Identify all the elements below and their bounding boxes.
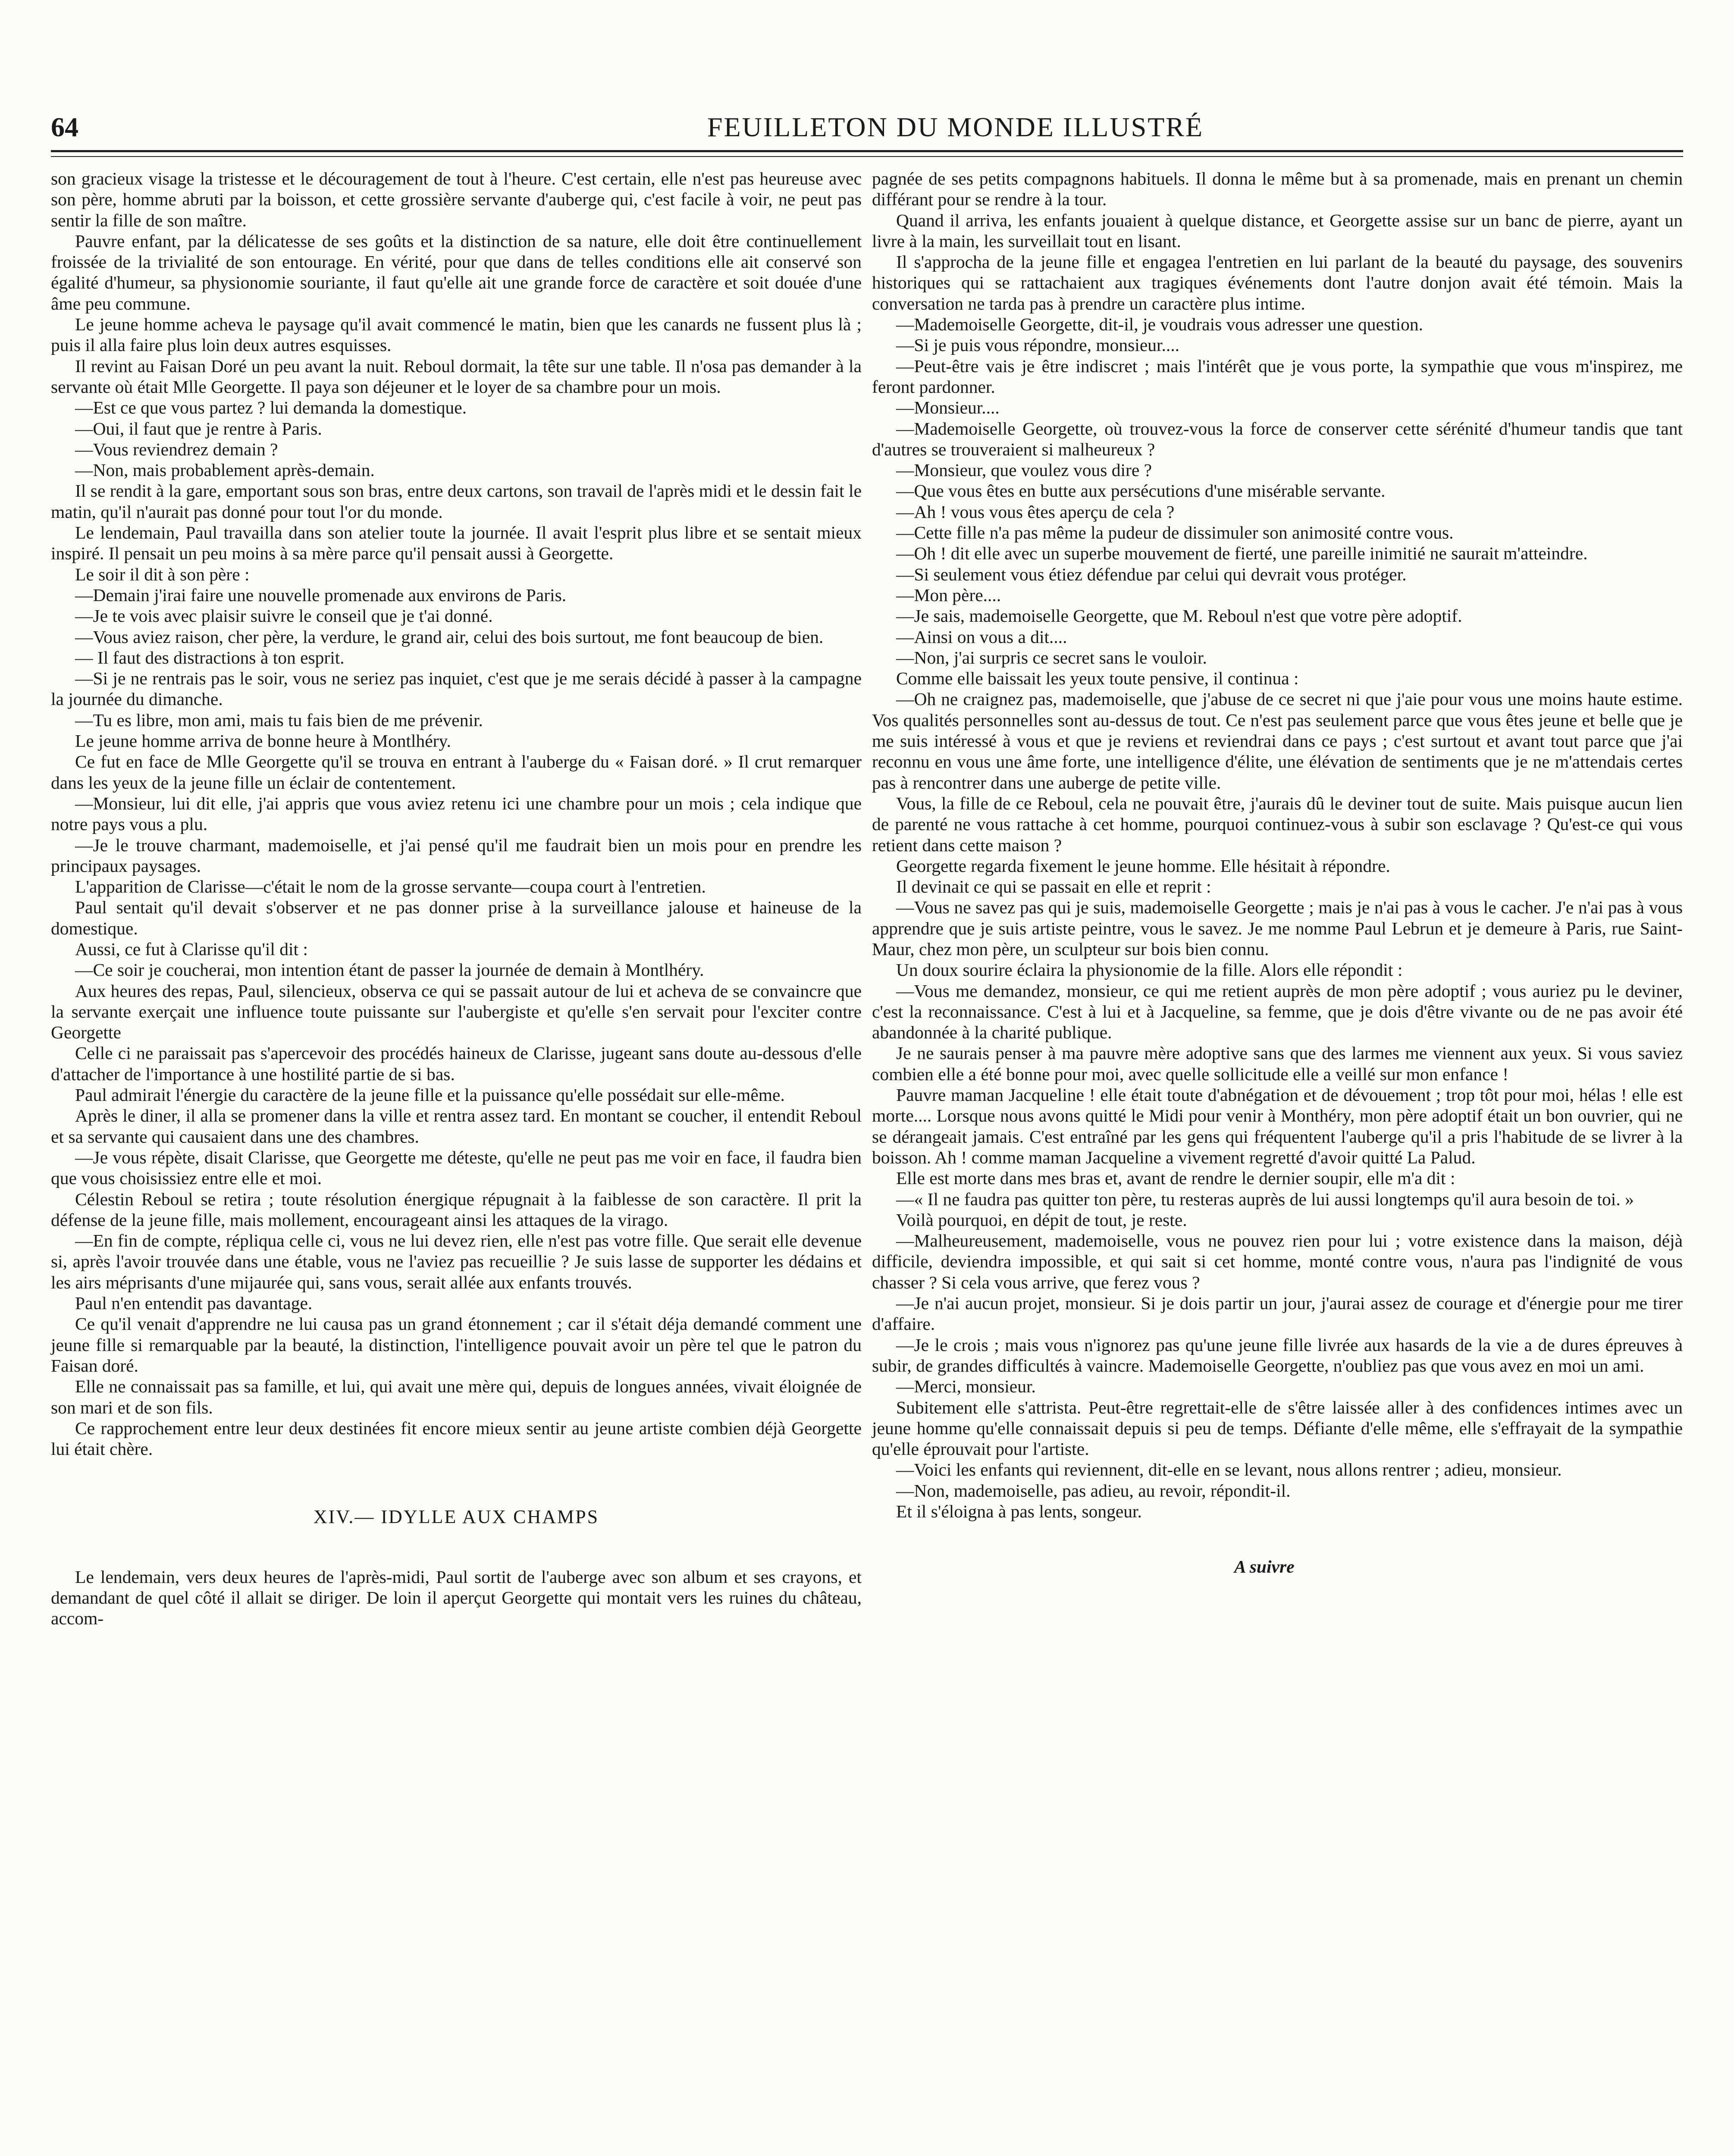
paragraph: Georgette regarda fixement le jeune homme. Elle hésitait à répondre.: [896, 856, 1390, 876]
paragraph: Aussi, ce fut à Clarisse qu'il dit :: [75, 939, 308, 959]
paragraph: —Que vous êtes en butte aux persécutions d'une misérable servante.: [896, 481, 1386, 501]
paragraph: Il revint au Faisan Doré un peu avant la nuit. Reboul dormait, la tête sur une table. Il n'osa pas demander à la servante où était Mlle Georgette. Il paya son déjeuner et le loyer de sa chambre pour un mois.: [51, 356, 862, 397]
paragraph: Ce fut en face de Mlle Georgette qu'il se trouva en entrant à l'auberge du « Faisan doré. » Il crut remarquer dans les yeux de la jeune fille un éclair de contentement.: [51, 752, 862, 793]
paragraph: Et il s'éloigna à pas lents, songeur.: [896, 1501, 1142, 1521]
paragraph: Celle ci ne paraissait pas s'apercevoir des procédés haineux de Clarisse, jugeant sans doute au-dessous d'elle d'attacher de l'importance à une hostilité partie de si bas.: [51, 1043, 862, 1084]
paragraph: Pauvre enfant, par la délicatesse de ses goûts et la distinction de sa nature, elle doit être continuellement froissée de la trivialité de son entourage. En vérité, pour que dans de telles conditions elle ait conservé son égalité d'humeur, sa physionomie souriante, il faut qu'elle ait une grande force de caractère et soit douée d'une âme peu commune.: [51, 231, 862, 313]
paragraph: Il se rendit à la gare, emportant sous son bras, entre deux cartons, son travail de l'après midi et le dessin fait le matin, qu'il n'aurait pas donné pour tout l'or du monde.: [51, 481, 862, 522]
paragraph: — Il faut des distractions à ton esprit.: [75, 647, 345, 667]
paragraph: Le jeune homme acheva le paysage qu'il avait commencé le matin, bien que les canards ne fussent plus là ; puis il alla faire plus loin deux autres esquisses.: [51, 314, 862, 355]
paragraph: —Peut-être vais je être indiscret ; mais l'intérêt que je vous porte, la sympathie que vous m'inspirez, me feront pardonner.: [872, 356, 1683, 397]
paragraph: —Si je ne rentrais pas le soir, vous ne seriez pas inquiet, c'est que je me serais décidé à passer à la campagne la journée du dimanche.: [51, 668, 862, 709]
paragraph: —Oh ! dit elle avec un superbe mouvement de fierté, une pareille inimitié ne saurait m'atteindre.: [896, 543, 1588, 564]
paragraph: Aux heures des repas, Paul, silencieux, observa ce qui se passait autour de lui et acheva de se convaincre que la servante exerçait une influence toute puissante sur l'aubergiste et qu'elle s'en servait pour l'exciter contre Georgette: [51, 981, 862, 1043]
paragraph: —Tu es libre, mon ami, mais tu fais bien de me prévenir.: [75, 710, 483, 730]
paragraph: —Non, j'ai surpris ce secret sans le vouloir.: [896, 647, 1207, 667]
paragraph: Le soir il dit à son père :: [75, 564, 250, 584]
paragraph: Paul sentait qu'il devait s'observer et ne pas donner prise à la surveillance jalouse et haineuse de la domestique.: [51, 897, 862, 938]
paragraph: —Vous me demandez, monsieur, ce qui me retient auprès de mon père adoptif ; vous auriez pu le deviner, c'est la reconnaissance. C'est à lui et à Jacqueline, sa femme, que je dois d'être vivante ou de ne pas avoir été abandonnée à la charité publique.: [872, 981, 1683, 1043]
paragraph: Le jeune homme arriva de bonne heure à Montlhéry.: [75, 731, 451, 751]
paragraph: Je ne saurais penser à ma pauvre mère adoptive sans que des larmes me viennent aux yeux. Si vous saviez combien elle a été bonne pour moi, avec quelle sollicitude elle a veillé sur mon enfance !: [872, 1043, 1683, 1084]
paragraph: —Vous reviendrez demain ?: [75, 439, 278, 459]
paragraph: Quand il arriva, les enfants jouaient à quelque distance, et Georgette assise sur un banc de pierre, ayant un livre à la main, les surveillait tout en lisant.: [872, 210, 1683, 251]
paragraph: L'apparition de Clarisse—c'était le nom de la grosse servante—coupa court à l'entretien.: [75, 877, 706, 897]
paragraph: —Oh ne craignez pas, mademoiselle, que j'abuse de ce secret ni que j'aie pour vous une moins haute estime. Vos qualités personnelles sont au-dessus de tout. Ce n'est pas seulement parce que vous êtes jeune et belle que je me suis intéressé à vous et que je reviens et reviendrai dans ce pays ; c'est surtout et avant tout parce que j'ai reconnu en vous une âme forte, une intelligence d'élite, une élévation de sentiments que je ne m'attendais certes pas à rencontrer dans une auberge de petite ville.: [872, 689, 1683, 793]
paragraph: Elle ne connaissait pas sa famille, et lui, qui avait une mère qui, depuis de longues années, vivait éloignée de son mari et de son fils.: [51, 1376, 862, 1417]
paragraph: —Je le crois ; mais vous n'ignorez pas qu'une jeune fille livrée aux hasards de la vie a de dures épreuves à subir, de grandes difficultés à vaincre. Mademoiselle Georgette, n'oubliez pas que vous avez en moi un ami.: [872, 1335, 1683, 1376]
paragraph: pagnée de ses petits compagnons habituels. Il donna le même but à sa promenade, mais en prenant un chemin différant pour se rendre à la tour.: [872, 169, 1683, 210]
paragraph: —« Il ne faudra pas quitter ton père, tu resteras auprès de lui aussi longtemps qu'il aura besoin de toi. »: [896, 1189, 1634, 1209]
paragraph: Ce rapprochement entre leur deux destinées fit encore mieux sentir au jeune artiste combien déjà Georgette lui était chère.: [51, 1418, 862, 1459]
chapter-heading: XIV.— IDYLLE AUX CHAMPS: [313, 1506, 599, 1528]
paragraph: —Ce soir je coucherai, mon intention étant de passer la journée de demain à Montlhéry.: [75, 960, 704, 980]
paragraph: —Je le trouve charmant, mademoiselle, et j'ai pensé qu'il me faudrait bien un mois pour en prendre les principaux paysages.: [51, 835, 862, 876]
paragraph: son gracieux visage la tristesse et le découragement de tout à l'heure. C'est certain, elle n'est pas heureuse avec son père, homme abruti par la boisson, et cette grossière servante d'auberge qui, c'est facile à voir, ne peut pas sentir la fille de son maître.: [51, 169, 862, 230]
paragraph: —Mon père....: [896, 585, 1001, 605]
right-column: [872, 168, 1683, 1577]
paragraph: Célestin Reboul se retira ; toute résolution énergique répugnait à la faiblesse de son caractère. Il prit la défense de la jeune fille, mais mollement, encourageant ainsi les attaques de la virago.: [51, 1189, 862, 1230]
paragraph: Paul n'en entendit pas davantage.: [75, 1293, 313, 1313]
paragraph: Vous, la fille de ce Reboul, cela ne pouvait être, j'aurais dû le deviner tout de suite. Mais puisque aucun lien de parenté ne vous rattache à cet homme, pourquoi continuez-vous à subir son esclavage ? Qu'est-ce qui vous retient dans cette maison ?: [872, 793, 1683, 855]
paragraph: Un doux sourire éclaira la physionomie de la fille. Alors elle répondit :: [896, 960, 1403, 980]
paragraph: —Ah ! vous vous êtes aperçu de cela ?: [896, 501, 1175, 522]
paragraph: —Non, mais probablement après-demain.: [75, 460, 375, 480]
paragraph: Paul admirait l'énergie du caractère de la jeune fille et la puissance qu'elle possédait sur elle-même.: [75, 1085, 785, 1105]
paragraph: Il devinait ce qui se passait en elle et reprit :: [896, 877, 1211, 897]
paragraph: —Je n'ai aucun projet, monsieur. Si je dois partir un jour, j'aurai assez de courage et d'énergie pour me tirer d'affaire.: [872, 1293, 1683, 1334]
paragraph: —Merci, monsieur.: [896, 1376, 1036, 1397]
paragraph: —Voici les enfants qui reviennent, dit-elle en se levant, nous allons rentrer ; adieu, monsieur.: [896, 1460, 1562, 1480]
header-rule-thick: [51, 150, 1683, 152]
paragraph: —Monsieur, que voulez vous dire ?: [896, 460, 1152, 480]
page-number: 64: [51, 112, 78, 142]
paragraph: —Monsieur, lui dit elle, j'ai appris que vous aviez retenu ici une chambre pour un mois ; cela indique que notre pays vous a plu.: [51, 793, 862, 834]
header-rule-thin: [51, 156, 1683, 157]
paragraph: —Est ce que vous partez ? lui demanda la domestique.: [75, 398, 467, 418]
paragraph: —Je vous répète, disait Clarisse, que Georgette me déteste, qu'elle ne peut pas me voir en face, il faudra bien que vous choisissiez entre elle et moi.: [51, 1147, 862, 1188]
paragraph: —Demain j'irai faire une nouvelle promenade aux environs de Paris.: [75, 585, 567, 605]
paragraph: Elle est morte dans mes bras et, avant de rendre le dernier soupir, elle m'a dit :: [896, 1168, 1455, 1188]
paragraph: —Malheureusement, mademoiselle, vous ne pouvez rien pour lui ; votre existence dans la maison, déjà difficile, deviendra impossible, et qui sait si cet homme, monté contre vous, n'aura pas l'indignité de vous chasser ? Si cela vous arrive, que ferez vous ?: [872, 1231, 1683, 1292]
paragraph: Voilà pourquoi, en dépit de tout, je reste.: [896, 1210, 1187, 1230]
paragraph: —Oui, il faut que je rentre à Paris.: [75, 418, 322, 439]
paragraph: Ce qu'il venait d'apprendre ne lui causa pas un grand étonnement ; car il s'était déja demandé comment une jeune fille si remarquable par la beauté, la distinction, l'intelligence pouvait avoir un père tel que le patron du Faisan doré.: [51, 1314, 862, 1376]
paragraph: Après le diner, il alla se promener dans la ville et rentra assez tard. En montant se coucher, il entendit Reboul et sa servante qui causaient dans une des chambres.: [51, 1106, 862, 1147]
running-title: FEUILLETON DU MONDE ILLUSTRÉ: [707, 112, 1204, 142]
paragraph: —En fin de compte, répliqua celle ci, vous ne lui devez rien, elle n'est pas votre fille. Que serait elle devenue si, après l'avoir trouvée dans une étable, vous ne l'aviez pas recueillie ? Je suis lasse de supporter les dédains et les airs méprisants d'une mijaurée qui, sans vous, serait allée aux enfants trouvés.: [51, 1231, 862, 1292]
paragraph: —Mademoiselle Georgette, où trouvez-vous la force de conserver cette sérénité d'humeur tandis que tant d'autres se trouveraient si malheureux ?: [872, 418, 1683, 459]
paragraph: Comme elle baissait les yeux toute pensive, il continua :: [896, 668, 1299, 689]
paragraph: —Ainsi on vous a dit....: [896, 627, 1067, 647]
paragraph: —Monsieur....: [896, 398, 1000, 418]
paragraph: —Mademoiselle Georgette, dit-il, je voudrais vous adresser une question.: [896, 314, 1424, 335]
paragraph: Il s'approcha de la jeune fille et engagea l'entretien en lui parlant de la beauté du paysage, des souvenirs historiques qui se rattachaient aux tragiques événements dont l'autre donjon avait été témoin. Mais la conversation ne tarda pas à prendre un caractère plus intime.: [872, 252, 1683, 313]
paragraph: —Si seulement vous étiez défendue par celui qui devrait vous protéger.: [896, 564, 1407, 584]
paragraph: —Cette fille n'a pas même la pudeur de dissimuler son animosité contre vous.: [896, 523, 1454, 543]
paragraph: Le lendemain, vers deux heures de l'après-midi, Paul sortit de l'auberge avec son album et ses crayons, et demandant de quel côté il allait se diriger. De loin il aperçut Georgette qui montait vers les ruines du château, accom-: [51, 1567, 862, 1629]
left-column: [51, 168, 862, 1629]
a-suivre-note: A suivre: [1234, 1557, 1295, 1577]
paragraph: —Non, mademoiselle, pas adieu, au revoir, répondit-il.: [896, 1480, 1291, 1501]
paragraph: —Je te vois avec plaisir suivre le conseil que je t'ai donné.: [75, 606, 493, 626]
paragraph: Subitement elle s'attrista. Peut-être regrettait-elle de s'être laissée aller à des confidences intimes avec un jeune homme qu'elle connaissait depuis si peu de temps. Défiante d'elle même, elle s'effrayait de la sympathie qu'elle éprouvait pour l'artiste.: [872, 1397, 1683, 1459]
paragraph: Pauvre maman Jacqueline ! elle était toute d'abnégation et de dévouement ; trop tôt pour moi, hélas ! elle est morte.... Lorsque nous avons quitté le Midi pour venir à Monthéry, mon père adoptif était un bon ouvrier, qui ne se dérangeait jamais. C'est entraîné par les gens qui fréquentent l'auberge qu'il a pris l'habitude de se livrer à la boisson. Ah ! comme maman Jacqueline a vivement regretté d'avoir quitté La Palud.: [872, 1085, 1683, 1167]
paragraph: —Si je puis vous répondre, monsieur....: [896, 335, 1180, 355]
paragraph: —Vous ne savez pas qui je suis, mademoiselle Georgette ; mais je n'ai pas à vous le cacher. J'e n'ai pas à vous apprendre que je suis artiste peintre, vous le savez. Je me nomme Paul Lebrun et je demeure à Paris, rue Saint-Maur, chez mon père, un sculpteur sur bois bien connu.: [872, 897, 1683, 959]
paragraph: Le lendemain, Paul travailla dans son atelier toute la journée. Il avait l'esprit plus libre et se sentait mieux inspiré. Il pensait un peu moins à sa mère parce qu'il pensait aussi à Georgette.: [51, 523, 862, 564]
paragraph: —Vous aviez raison, cher père, la verdure, le grand air, celui des bois surtout, me font beaucoup de bien.: [75, 627, 824, 647]
paragraph: —Je sais, mademoiselle Georgette, que M. Reboul n'est que votre père adoptif.: [896, 606, 1462, 626]
